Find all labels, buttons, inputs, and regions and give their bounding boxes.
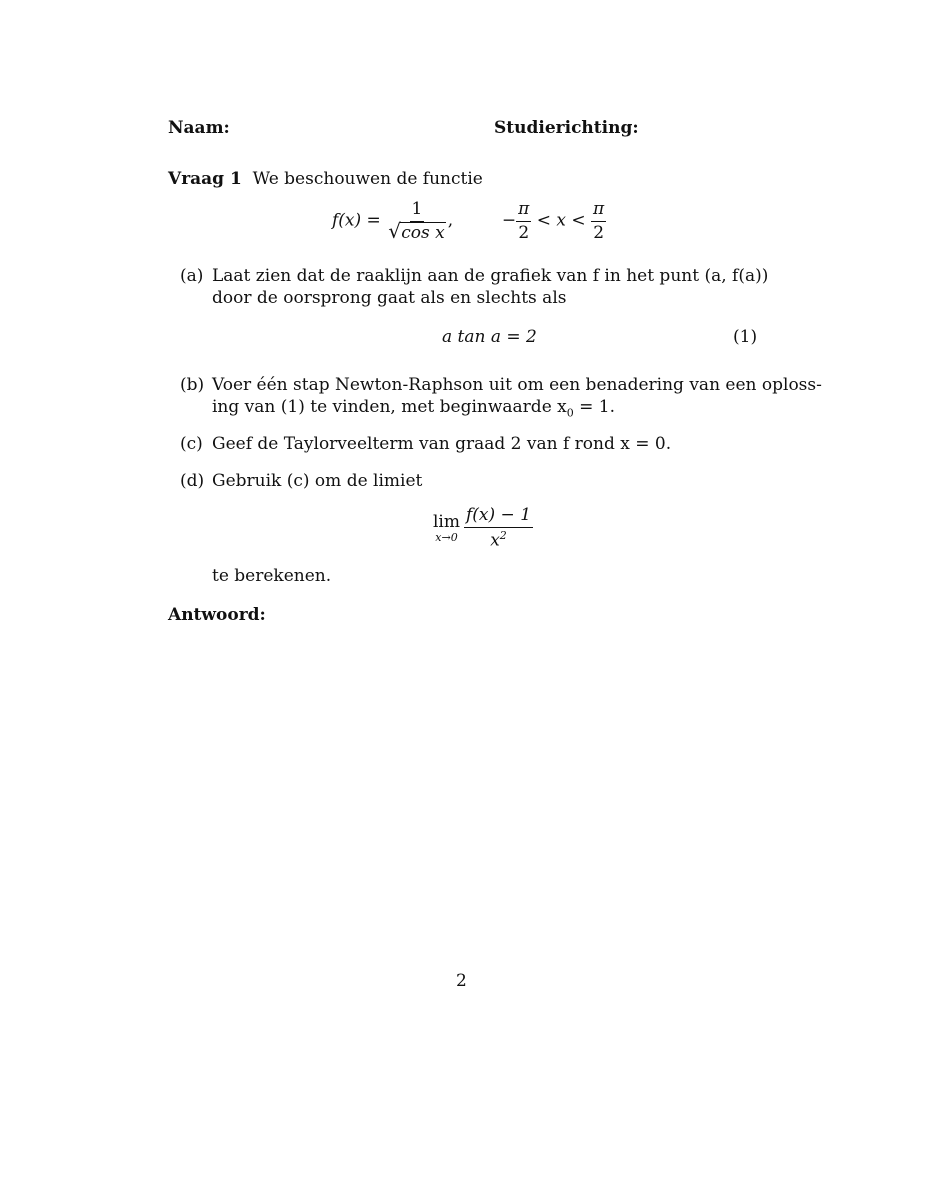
function-definition: [332, 200, 606, 242]
limit-denominator: $x^2$: [490, 528, 507, 551]
equation-1: a tan a = 2: [442, 327, 537, 347]
limit-operator: lim x→0: [433, 512, 460, 544]
domain-inequality: < x <: [536, 210, 586, 231]
question-label: Vraag 1: [168, 169, 242, 189]
function-numerator: 1: [410, 200, 425, 222]
naam-label: Naam:: [168, 118, 230, 138]
part-a-line1: Laat zien dat de raaklijn aan de grafiek van f in het punt (a, f(a)): [212, 266, 769, 286]
limit-expression: [433, 506, 533, 550]
function-lhs: f(x) =: [332, 210, 381, 231]
part-d-line-after: te berekenen.: [212, 566, 332, 586]
domain-left-fraction: $\frac{\pi}{2}$: [518, 199, 530, 243]
question-intro-line: [168, 168, 483, 190]
studierichting-label: Studierichting:: [494, 118, 639, 138]
part-c-marker: (c): [180, 434, 203, 454]
equation-number: (1): [733, 327, 758, 347]
function-denominator: [386, 218, 447, 243]
limit-numerator: f(x) − 1: [464, 506, 533, 528]
domain-minus: −: [501, 210, 517, 231]
part-b-line1: Voer één stap Newton-Raphson uit om een benadering van een oploss-: [212, 375, 822, 395]
part-d-marker: (d): [180, 471, 205, 491]
part-b-line2: ing van (1) te vinden, met beginwaarde $x_0 = 1$.: [212, 397, 616, 420]
page-number: 2: [456, 971, 467, 991]
limit-fraction: [464, 506, 533, 550]
domain-right-fraction: $\frac{\pi}{2}$: [593, 199, 605, 243]
answer-label: Antwoord:: [168, 605, 266, 625]
function-fraction: [386, 200, 447, 242]
part-a-line2: door de oorsprong gaat als en slechts als: [212, 288, 567, 308]
sqrt-symbol: √ cos x: [388, 218, 445, 243]
function-comma: ,: [447, 210, 454, 231]
question-intro: We beschouwen de functie: [252, 169, 483, 189]
part-c-line1: Geef de Taylorveelterm van graad 2 van f rond x = 0.: [212, 434, 672, 454]
part-d-line1: Gebruik (c) om de limiet: [212, 471, 423, 491]
part-b-marker: (b): [180, 375, 205, 395]
part-a-marker: (a): [180, 266, 204, 286]
